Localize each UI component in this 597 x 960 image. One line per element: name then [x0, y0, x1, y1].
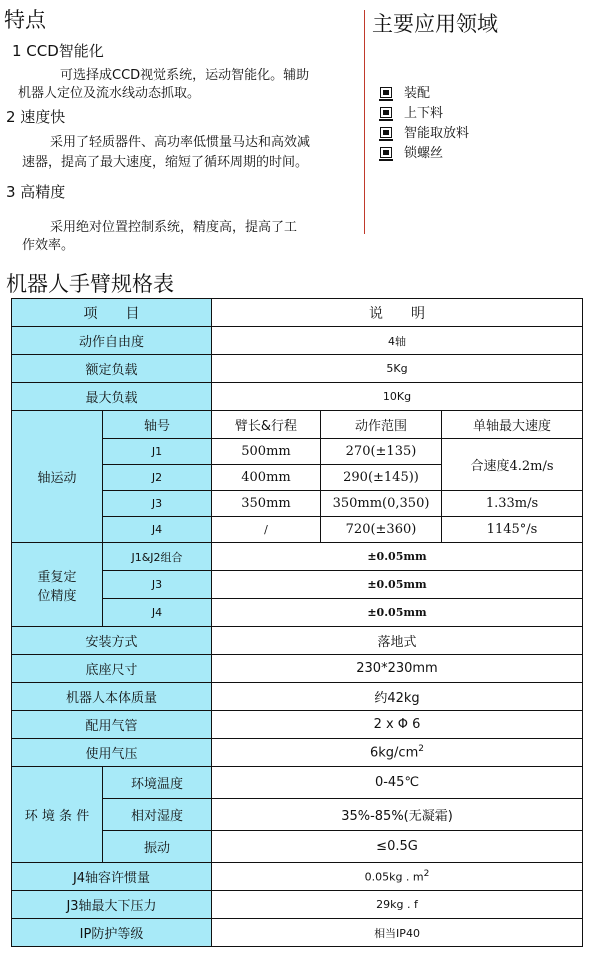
arm-j4: / [212, 517, 321, 543]
air-pipe-value: 2 x Φ 6 [212, 711, 583, 739]
repeat-value-j3: ±0.05mm [212, 571, 583, 599]
feature-2-desc-line1: 采用了轻质器件、高功率低惯量马达和高效减 [50, 135, 311, 150]
env-temp-label: 环境温度 [103, 767, 212, 799]
axis-j4: J4 [103, 517, 212, 543]
repeat-value-j4: ±0.05mm [212, 599, 583, 627]
repeat-axis-j4: J4 [103, 599, 212, 627]
env-label: 环 境 条 件 [12, 767, 103, 863]
speed-j3: 1.33m/s [442, 491, 583, 517]
range-j4: 720(±360) [321, 517, 442, 543]
feature-1-desc-line2: 机器人定位及流水线动态抓取。 [18, 86, 201, 101]
max-load-value: 10Kg [212, 383, 583, 411]
axis-j3: J3 [103, 491, 212, 517]
computer-icon [380, 147, 392, 158]
repeat-axis-j3: J3 [103, 571, 212, 599]
axis-j2: J2 [103, 465, 212, 491]
ip-value: 相当IP40 [212, 919, 583, 947]
air-pressure-label: 使用气压 [12, 739, 212, 767]
env-humidity-label: 相对湿度 [103, 799, 212, 831]
range-j3: 350mm(0,350) [321, 491, 442, 517]
feature-2-desc-line2: 速器，提高了最大速度，缩短了循环周期的时间。 [22, 155, 309, 170]
air-pipe-label: 配用气管 [12, 711, 212, 739]
speed-col-header: 单轴最大速度 [442, 411, 583, 439]
feature-1-desc-line1: 可选择成CCD视觉系统，运动智能化。辅助 [60, 68, 310, 83]
mass-value: 约42kg [212, 683, 583, 711]
repeat-value-j1j2: ±0.05mm [212, 543, 583, 571]
computer-icon [380, 127, 392, 138]
j3-force-value: 29kg . f [212, 891, 583, 919]
rated-load-label: 额定负载 [12, 355, 212, 383]
header-item: 项 目 [12, 299, 212, 327]
header-desc: 说 明 [212, 299, 583, 327]
max-load-label: 最大负载 [12, 383, 212, 411]
arm-col-header: 臂长&行程 [212, 411, 321, 439]
arm-j1: 500mm [212, 439, 321, 465]
mass-label: 机器人本体质量 [12, 683, 212, 711]
application-item: 装配 [380, 84, 430, 104]
base-value: 230*230mm [212, 655, 583, 683]
spec-table [11, 298, 583, 947]
air-pressure-value: $6kg/cm^2$ [212, 739, 583, 767]
application-item: 锁螺丝 [380, 144, 443, 164]
range-j2: 290(±145)) [321, 465, 442, 491]
spec-title: 机器人手臂规格表 [6, 272, 174, 296]
axis-motion-label: 轴运动 [12, 411, 103, 543]
axis-col-header: 轴号 [103, 411, 212, 439]
dof-value: 4轴 [212, 327, 583, 355]
dof-label: 动作自由度 [12, 327, 212, 355]
mount-label: 安装方式 [12, 627, 212, 655]
feature-1-title: 1 CCD智能化 [12, 42, 104, 60]
ip-label: IP防护等级 [12, 919, 212, 947]
env-humidity-value: 35%-85%(无凝霜) [212, 799, 583, 831]
j4-inertia-value: 0.05kg . $m^2$ [212, 863, 583, 891]
range-j1: 270(±135) [321, 439, 442, 465]
applications-title: 主要应用领域 [372, 12, 498, 36]
mount-value: 落地式 [212, 627, 583, 655]
feature-3-desc-line2: 作效率。 [22, 238, 75, 253]
feature-3-title: 3 高精度 [6, 183, 66, 201]
axis-j1: J1 [103, 439, 212, 465]
env-vibration-value: ≤0.5G [212, 831, 583, 863]
range-col-header: 动作范围 [321, 411, 442, 439]
computer-icon [380, 107, 392, 118]
repeat-accuracy-label: 重复定 位精度 [12, 543, 103, 627]
base-label: 底座尺寸 [12, 655, 212, 683]
combined-speed: 合速度4.2m/s [442, 439, 583, 491]
feature-2-title: 2 速度快 [6, 108, 66, 126]
j3-force-label: J3轴最大下压力 [12, 891, 212, 919]
repeat-axis-j1j2: J1&J2组合 [103, 543, 212, 571]
feature-3-desc-line1: 采用绝对位置控制系统，精度高，提高了工 [50, 220, 298, 235]
features-title: 特点 [4, 8, 46, 32]
env-vibration-label: 振动 [103, 831, 212, 863]
rated-load-value: 5Kg [212, 355, 583, 383]
arm-j2: 400mm [212, 465, 321, 491]
arm-j3: 350mm [212, 491, 321, 517]
computer-icon [380, 87, 392, 98]
j4-inertia-label: J4轴容许惯量 [12, 863, 212, 891]
application-item: 智能取放料 [380, 124, 469, 144]
env-temp-value: 0-45℃ [212, 767, 583, 799]
speed-j4: 1145°/s [442, 517, 583, 543]
application-item: 上下料 [380, 104, 443, 124]
section-divider [364, 10, 365, 234]
